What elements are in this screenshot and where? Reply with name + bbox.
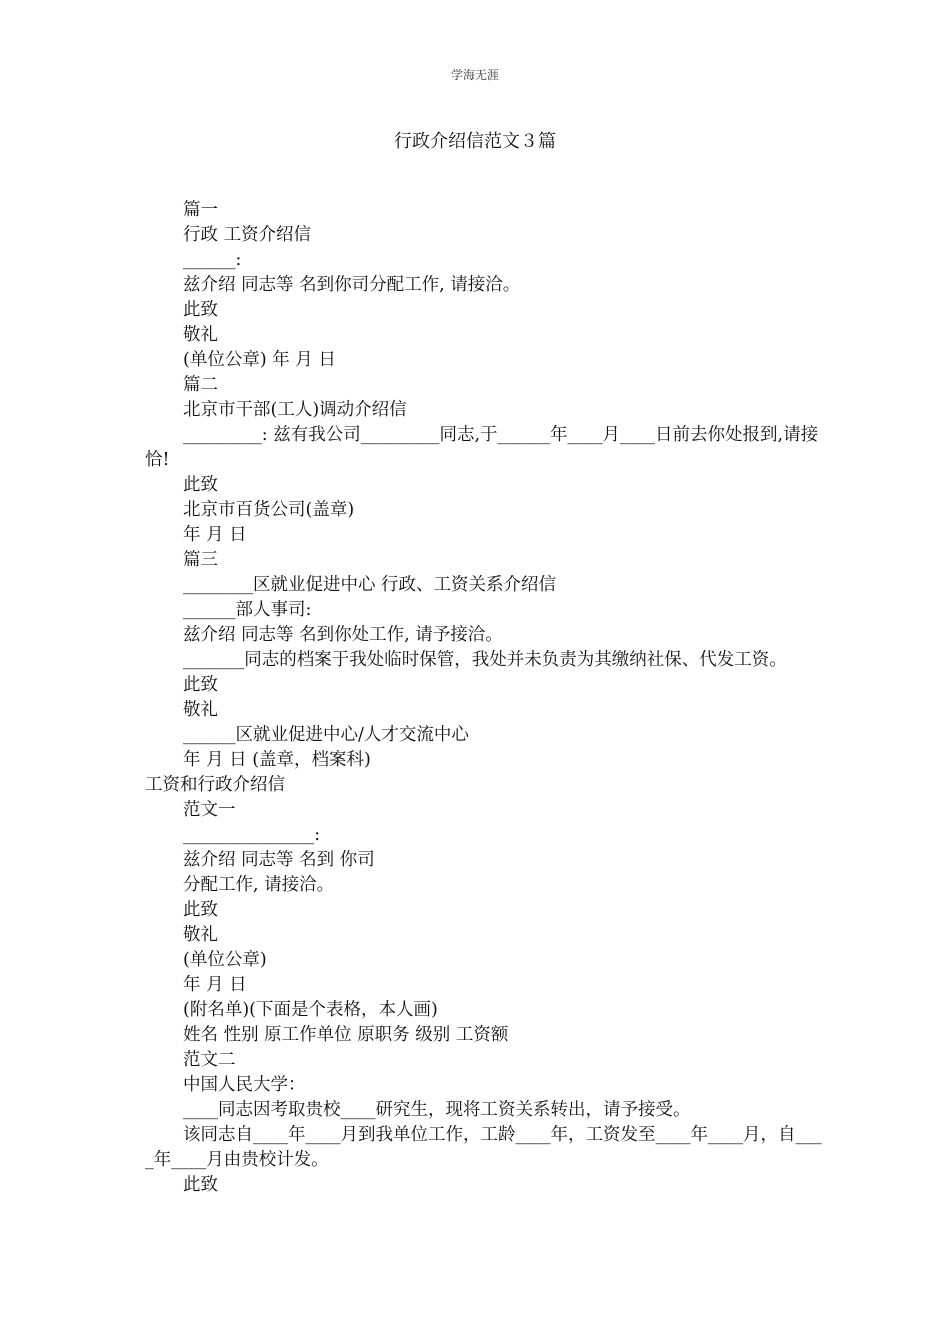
paragraph: 年 月 日 xyxy=(183,975,247,995)
document-body xyxy=(145,198,825,1198)
paragraph: 此致 xyxy=(183,1175,218,1195)
paragraph: 篇二 xyxy=(183,375,218,395)
paragraph: _________: 兹有我公司_________同志,于______年____月____日前去你处报到,请接恰! xyxy=(145,425,819,470)
paragraph: 兹介绍 同志等 名到你处工作, 请予接洽。 xyxy=(183,625,503,645)
paragraph: _______________: xyxy=(183,825,321,845)
paragraph: 敬礼 xyxy=(183,325,218,345)
paragraph: ______: xyxy=(183,250,242,270)
paragraph: 北京市百货公司(盖章) xyxy=(183,500,355,520)
page-header: 学海无涯 xyxy=(450,68,499,82)
paragraph: 该同志自____年____月到我单位工作，工龄____年，工资发至____年____月，自____年____月由贵校计发。 xyxy=(145,1125,822,1170)
paragraph: 行政 工资介绍信 xyxy=(183,225,312,245)
document-title: 行政介绍信范文３篇 xyxy=(394,131,556,152)
paragraph: 篇一 xyxy=(183,200,218,220)
paragraph: 范文二 xyxy=(183,1050,236,1070)
paragraph: 年 月 日 (盖章，档案科) xyxy=(183,750,371,770)
paragraph: 分配工作, 请接洽。 xyxy=(183,875,335,895)
paragraph: 范文一 xyxy=(183,800,236,820)
paragraph: (单位公章) xyxy=(183,950,267,970)
paragraph: ________区就业促进中心 行政、工资关系介绍信 xyxy=(183,575,557,595)
paragraph: 此致 xyxy=(183,300,218,320)
paragraph: 姓名 性别 原工作单位 原职务 级别 工资额 xyxy=(183,1025,509,1045)
paragraph: 中国人民大学： xyxy=(183,1075,306,1095)
paragraph: 此致 xyxy=(183,475,218,495)
paragraph: 北京市干部(工人)调动介绍信 xyxy=(183,400,407,420)
paragraph: (附名单)(下面是个表格，本人画) xyxy=(183,1000,438,1020)
paragraph: 此致 xyxy=(183,900,218,920)
paragraph: 篇三 xyxy=(183,550,218,570)
paragraph: 兹介绍 同志等 名到 你司 xyxy=(183,850,375,870)
paragraph: (单位公章) 年 月 日 xyxy=(183,350,336,370)
paragraph: 工资和行政介绍信 xyxy=(145,775,285,795)
paragraph: _______同志的档案于我处临时保管，我处并未负责为其缴纳社保、代发工资。 xyxy=(183,650,787,670)
paragraph: 兹介绍 同志等 名到你司分配工作, 请接洽。 xyxy=(183,275,521,295)
paragraph: 敬礼 xyxy=(183,925,218,945)
paragraph: ______部人事司: xyxy=(183,600,312,620)
paragraph: 此致 xyxy=(183,675,218,695)
paragraph: ____同志因考取贵校____研究生，现将工资关系转出，请予接受。 xyxy=(183,1100,691,1120)
paragraph: ______区就业促进中心/人才交流中心 xyxy=(183,725,469,745)
paragraph: 敬礼 xyxy=(183,700,218,720)
paragraph: 年 月 日 xyxy=(183,525,247,545)
